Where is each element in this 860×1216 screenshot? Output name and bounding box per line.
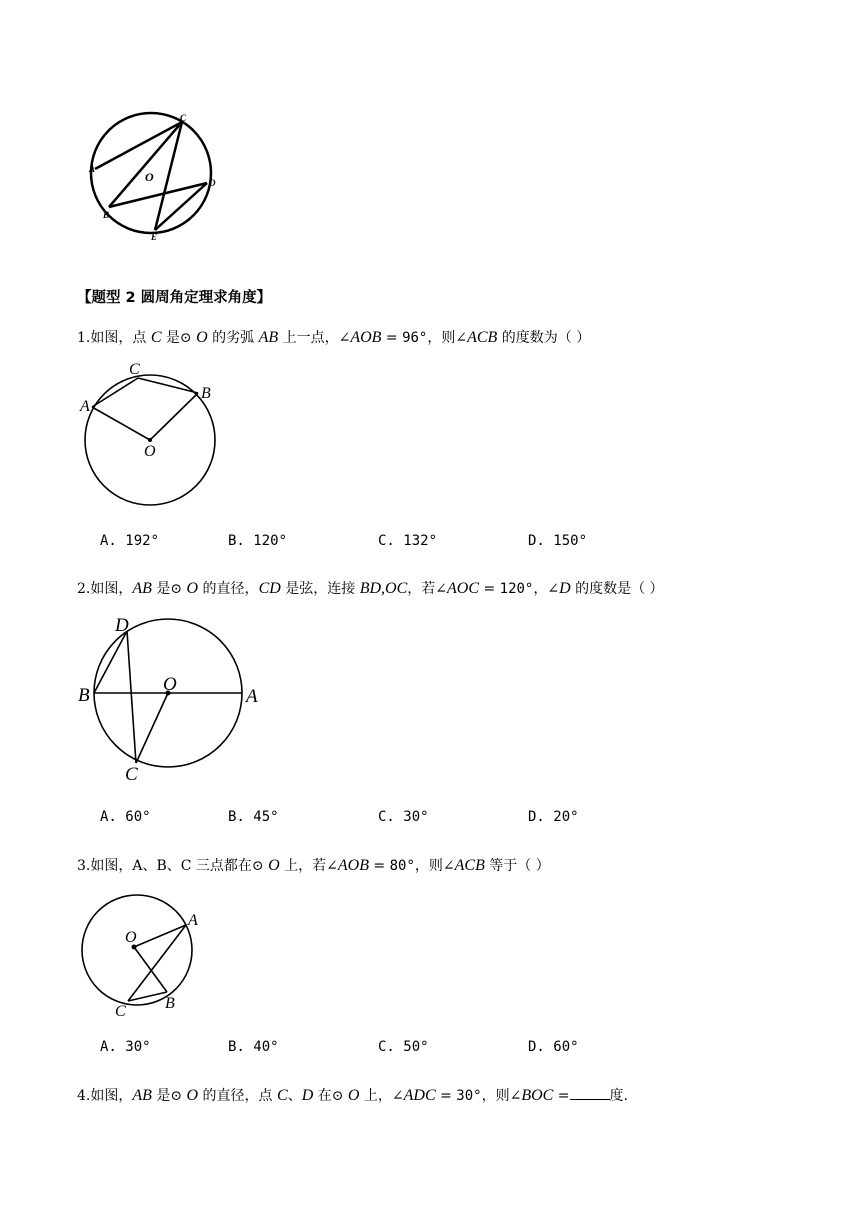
option-b: B. 120°: [228, 533, 288, 549]
label-O: O: [125, 929, 137, 946]
figure-q3-circle: [75, 888, 215, 1023]
label-D: D: [115, 615, 129, 636]
label-O: O: [163, 674, 177, 695]
question-3: 3.如图，A、B、C 三点都在⊙ O 上，若∠AOB = 80°，则∠ACB 等于（ ）: [77, 857, 550, 874]
label-A: A: [246, 686, 258, 707]
label-E: E: [151, 232, 158, 242]
option-b: B. 45°: [228, 809, 279, 825]
label-B: B: [201, 385, 211, 402]
option-d: D. 150°: [528, 533, 588, 549]
option-a: A. 60°: [100, 809, 151, 825]
option-c: C. 50°: [378, 1039, 429, 1055]
label-B: B: [165, 995, 175, 1012]
option-d: D. 20°: [528, 809, 579, 825]
option-a: A. 30°: [100, 1039, 151, 1055]
question-2: 2.如图，AB 是⊙ O 的直径，CD 是弦，连接 BD,OC，若∠AOC = 120°，∠D 的度数是（ ）: [77, 580, 664, 597]
option-c: C. 132°: [378, 533, 438, 549]
answer-blank[interactable]: [570, 1085, 610, 1100]
label-O: O: [145, 170, 154, 184]
question-1: 1.如图，点 C 是⊙ O 的劣弧 AB 上一点，∠AOB = 96°，则∠ACB 的度数为（ ）: [77, 329, 591, 346]
label-A: A: [89, 164, 96, 174]
label-C: C: [115, 1003, 126, 1020]
label-A: A: [188, 912, 198, 929]
figure-q1-circle: [75, 355, 225, 515]
label-B: B: [78, 685, 90, 706]
label-C: C: [125, 764, 138, 785]
question-4: 4.如图，AB 是⊙ O 的直径，点 C、D 在⊙ O 上，∠ADC = 30°，则∠BOC = 度.: [77, 1087, 628, 1104]
option-d: D. 60°: [528, 1039, 579, 1055]
label-D: D: [209, 178, 216, 188]
label-O: O: [144, 443, 156, 460]
option-a: A. 192°: [100, 533, 160, 549]
label-C: C: [129, 361, 140, 378]
label-C: C: [180, 113, 187, 123]
label-A: A: [80, 398, 90, 415]
section-title: 【题型 2 圆周角定理求角度】: [77, 290, 272, 306]
figure-top-circle: [85, 105, 225, 245]
option-b: B. 40°: [228, 1039, 279, 1055]
option-c: C. 30°: [378, 809, 429, 825]
label-B: B: [103, 210, 110, 220]
figure-q2-circle: [75, 610, 275, 785]
